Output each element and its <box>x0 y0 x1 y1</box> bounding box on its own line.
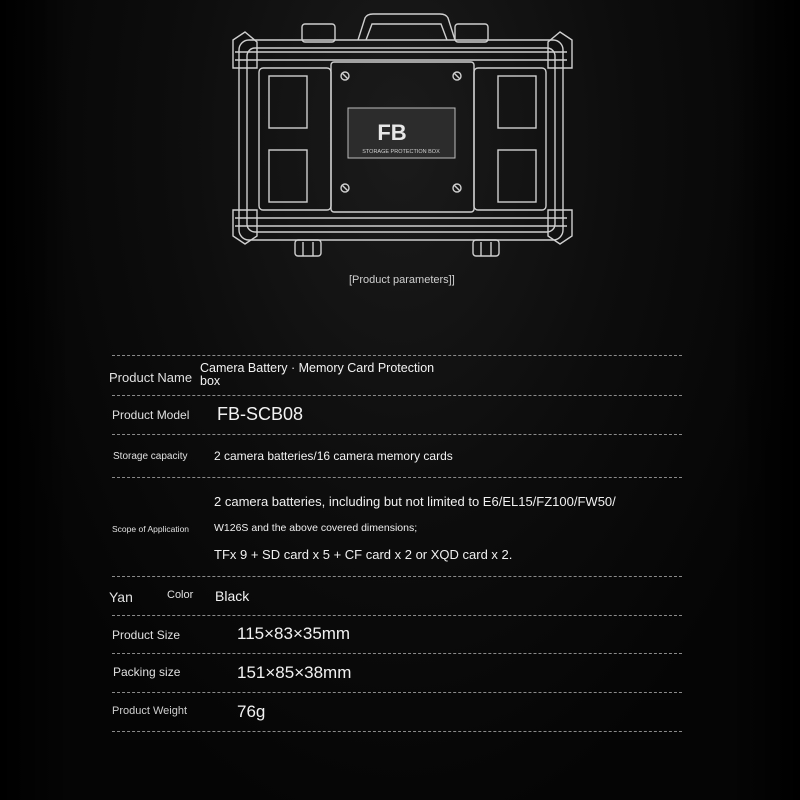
divider <box>112 615 682 616</box>
packing-size-label: Packing size <box>113 665 181 679</box>
scope-line-2: W126S and the above covered dimensions; <box>214 522 418 534</box>
panel-label: STORAGE PROTECTION BOX <box>362 149 440 155</box>
packing-size-value: 151×85×38mm <box>237 663 352 682</box>
product-parameters-caption: [Product parameters]] <box>349 274 455 286</box>
divider <box>112 653 682 654</box>
divider <box>112 692 682 693</box>
divider <box>112 434 682 435</box>
product-model-value: FB-SCB08 <box>217 404 304 424</box>
divider <box>112 477 682 478</box>
divider <box>112 395 682 396</box>
storage-capacity-label: Storage capacity <box>113 451 188 462</box>
storage-capacity-value: 2 camera batteries/16 camera memory cards <box>214 449 453 463</box>
spec-table <box>109 355 682 735</box>
scope-line-3: TFx 9 + SD card x 5 + CF card x 2 or XQD card x 2. <box>214 547 513 562</box>
divider <box>112 576 682 577</box>
left-shadow <box>0 0 70 800</box>
product-name-value: Camera Battery · Memory Card Protection box <box>200 361 435 388</box>
color-label: Color <box>167 589 194 601</box>
product-size-value: 115×83×35mm <box>237 624 351 643</box>
storage-box-illustration <box>225 10 580 265</box>
scope-line-1: 2 camera batteries, including but not limited to E6/EL15/FZ100/FW50/ <box>214 494 616 509</box>
divider <box>112 731 682 732</box>
scope-of-application-label: Scope of Application <box>112 524 190 534</box>
product-weight-label: Product Weight <box>112 705 188 717</box>
divider <box>112 355 682 356</box>
product-weight-value: 76g <box>237 702 266 721</box>
product-name-label: Product Name <box>109 370 193 385</box>
product-size-label: Product Size <box>112 628 181 642</box>
color-label-prefix: Yan <box>109 589 133 605</box>
color-value: Black <box>215 588 250 604</box>
product-model-label: Product Model <box>112 408 190 422</box>
right-shadow <box>730 0 800 800</box>
brand-logo-text: FB <box>377 120 407 145</box>
